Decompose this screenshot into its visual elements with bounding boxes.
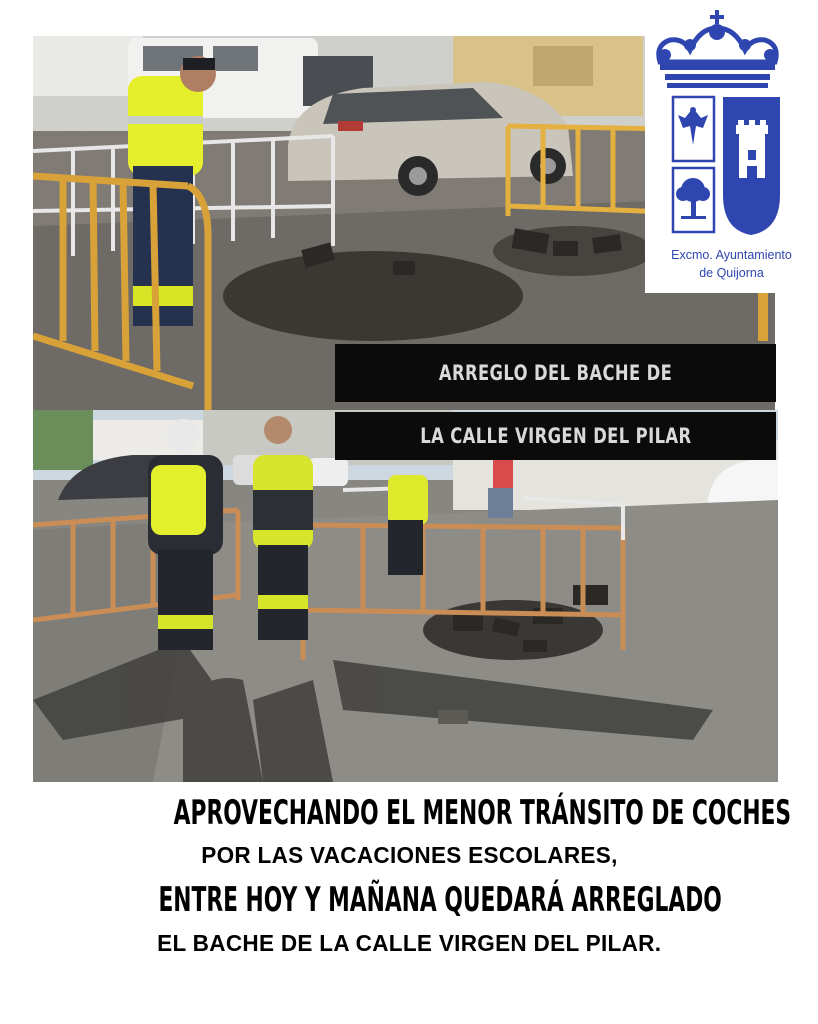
title-banner-line-2 bbox=[335, 412, 776, 460]
caption-line-2 bbox=[0, 842, 818, 869]
caption-text-1: APROVECHANDO EL MENOR TRÁNSITO DE COCHES bbox=[173, 793, 792, 833]
municipality-logo bbox=[645, 0, 818, 293]
pothole bbox=[223, 251, 523, 341]
title-banner-line-1 bbox=[335, 344, 776, 402]
caption-line-1 bbox=[0, 793, 818, 833]
caption-text-3: ENTRE HOY Y MAÑANA QUEDARÁ ARREGLADO bbox=[158, 880, 722, 920]
caption-line-3 bbox=[0, 880, 818, 920]
municipality-name-line-1: Excmo. Ayuntamiento bbox=[671, 248, 792, 262]
title-banner-text-1: ARREGLO DEL BACHE DE bbox=[438, 361, 673, 385]
caption-text-2: POR LAS VACACIONES ESCOLARES, bbox=[200, 842, 618, 868]
caption-text-4: EL BACHE DE LA CALLE VIRGEN DEL PILAR. bbox=[156, 930, 662, 956]
caption-line-4 bbox=[0, 930, 818, 957]
title-banner-text-2: LA CALLE VIRGEN DEL PILAR bbox=[419, 424, 692, 448]
photo-bottom bbox=[33, 410, 778, 782]
street-scene-bottom bbox=[33, 410, 778, 782]
municipality-name-line-2: de Quijorna bbox=[699, 266, 764, 280]
